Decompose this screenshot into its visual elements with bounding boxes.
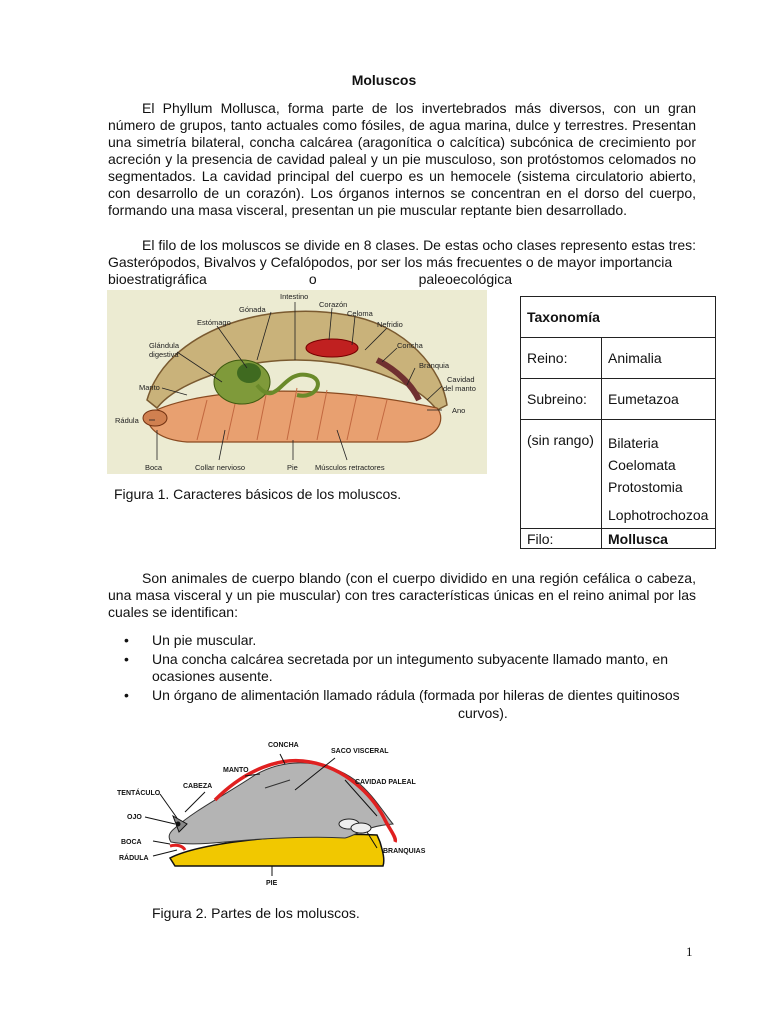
table-row: [521, 420, 716, 529]
rank-cell: Filo:: [521, 529, 602, 549]
label-estomago: Estómago: [197, 318, 231, 327]
label-glandula-2: digestiva: [149, 350, 179, 359]
label-musculos: Músculos retractores: [315, 463, 385, 472]
label-ojo: OJO: [127, 814, 142, 821]
characteristics-text: Son animales de cuerpo blando (con el cuerpo dividido en una región cefálica o cabeza, una masa visceral y un pie muscular) con tres características únicas en el reino animal por las cuales se identifican:: [108, 570, 696, 620]
label-boca: BOCA: [121, 839, 142, 846]
value-cell: Animalia: [602, 338, 716, 379]
clade-bilateria: Bilateria: [608, 435, 659, 451]
label-cabeza: CABEZA: [183, 783, 213, 790]
value-cell: Eumetazoa: [602, 379, 716, 420]
value-cell: Mollusca: [602, 529, 716, 549]
table-row: [521, 338, 716, 379]
page-number: 1: [686, 944, 693, 959]
label-pie: Pie: [287, 463, 298, 472]
taxonomy-table: [520, 296, 716, 549]
intro-paragraph: [108, 100, 696, 219]
list-item: • Una concha calcárea secretada por un integumento subyacente llamado manto, en ocasiones ausente.: [124, 651, 668, 684]
bullet-3-continuation: curvos).: [458, 705, 508, 721]
heart-shape: [306, 339, 358, 357]
head-shape: [143, 410, 167, 426]
label-manto: MANTO: [223, 767, 249, 774]
stomach-shape: [237, 363, 261, 383]
classes-text: El filo de los moluscos se divide en 8 clases. De estas ocho clases represento estas tres: Gasterópodos, Bivalvos y Cefalópodos, por ser los más frecuentes o de mayor importancia: [108, 237, 696, 270]
figure-1-image: [107, 290, 487, 474]
bullet-icon: •: [124, 687, 129, 703]
label-celoma: Celoma: [347, 309, 373, 318]
table-row: [521, 529, 716, 549]
characteristics-list: [124, 632, 684, 706]
word-paleoecologica: paleoecológica: [418, 271, 512, 287]
bullet-icon: •: [124, 651, 129, 667]
label-pie: PIE: [266, 880, 278, 887]
taxonomy-header: Taxonomía: [521, 297, 716, 338]
label-radula: RÁDULA: [119, 855, 149, 862]
clade-coelomata: Coelomata: [608, 457, 676, 473]
mollusc-parts-diagram: [115, 720, 440, 898]
label-intestino: Intestino: [280, 292, 309, 301]
table-row: [521, 379, 716, 420]
label-manto: Manto: [139, 383, 160, 392]
label-branquias: BRANQUIAS: [383, 848, 426, 855]
intro-text: El Phyllum Mollusca, forma parte de los invertebrados más diversos, con un gran número de grupos, tanto actuales como fósiles, de agua marina, dulce y terrestres. Presentan una simetría bilateral, concha calcárea (aragonítica o calcítica) subcónica de crecimiento por acreción y la presencia de cavidad paleal y un pie musculoso, son protóstomos celomados no segmentados. La cavidad principal del cuerpo es un hemocele (sistema circulatorio abierto, con desarrollo de un corazón). Los órganos internos se concentran en el dorso del cuerpo, formando una masa visceral, presentan un pie muscular reptante bien desarrollado.: [108, 100, 696, 218]
list-item: • Un pie muscular.: [124, 632, 257, 648]
figure-2-caption: Figura 2. Partes de los moluscos.: [152, 905, 360, 921]
characteristics-paragraph: [108, 570, 696, 621]
label-tentaculo: TENTÁCULO: [117, 790, 161, 797]
page-title: Moluscos: [351, 72, 417, 88]
list-item: • Un órgano de alimentación llamado rádula (formada por hileras de dientes quitinosos: [124, 687, 680, 703]
label-ano: Ano: [452, 406, 466, 415]
label-concha: Concha: [397, 341, 423, 350]
label-cavidad-2: del manto: [443, 384, 476, 393]
label-branquia: Branquia: [419, 361, 450, 370]
label-collar: Collar nervioso: [195, 463, 246, 472]
mollusc-anatomy-diagram: [107, 290, 487, 474]
taxonomy-header-row: [521, 297, 716, 338]
clade-protostomia: Protostomia: [608, 479, 683, 495]
label-saco-visceral: SACO VISCERAL: [331, 748, 389, 755]
value-cell: [602, 420, 716, 529]
bullet-icon: •: [124, 632, 129, 648]
rank-cell: Reino:: [521, 338, 602, 379]
figure-2-image: [115, 720, 440, 898]
rank-cell: Subreino:: [521, 379, 602, 420]
label-concha: CONCHA: [268, 742, 299, 749]
classes-paragraph-last-line: [108, 271, 512, 287]
figure-1-caption: Figura 1. Caracteres básicos de los moluscos.: [114, 486, 402, 502]
label-nefridio: Nefridio: [377, 320, 403, 329]
label-cavidad-paleal: CAVIDAD PALEAL: [355, 779, 416, 786]
word-o: o: [308, 271, 317, 287]
clade-lophotrochozoa: Lophotrochozoa: [608, 507, 709, 523]
eye-shape: [176, 822, 181, 827]
label-boca: Boca: [145, 463, 163, 472]
word-bioestratigrafica: bioestratigráfica: [108, 271, 207, 287]
rank-cell: (sin rango): [521, 420, 602, 529]
label-corazon: Corazón: [319, 300, 348, 309]
label-glandula-1: Glándula: [149, 341, 180, 350]
classes-paragraph: [108, 237, 696, 271]
label-cavidad-1: Cavidad: [447, 375, 475, 384]
label-radula: Rádula: [115, 416, 139, 425]
label-gonada: Gónada: [239, 305, 266, 314]
